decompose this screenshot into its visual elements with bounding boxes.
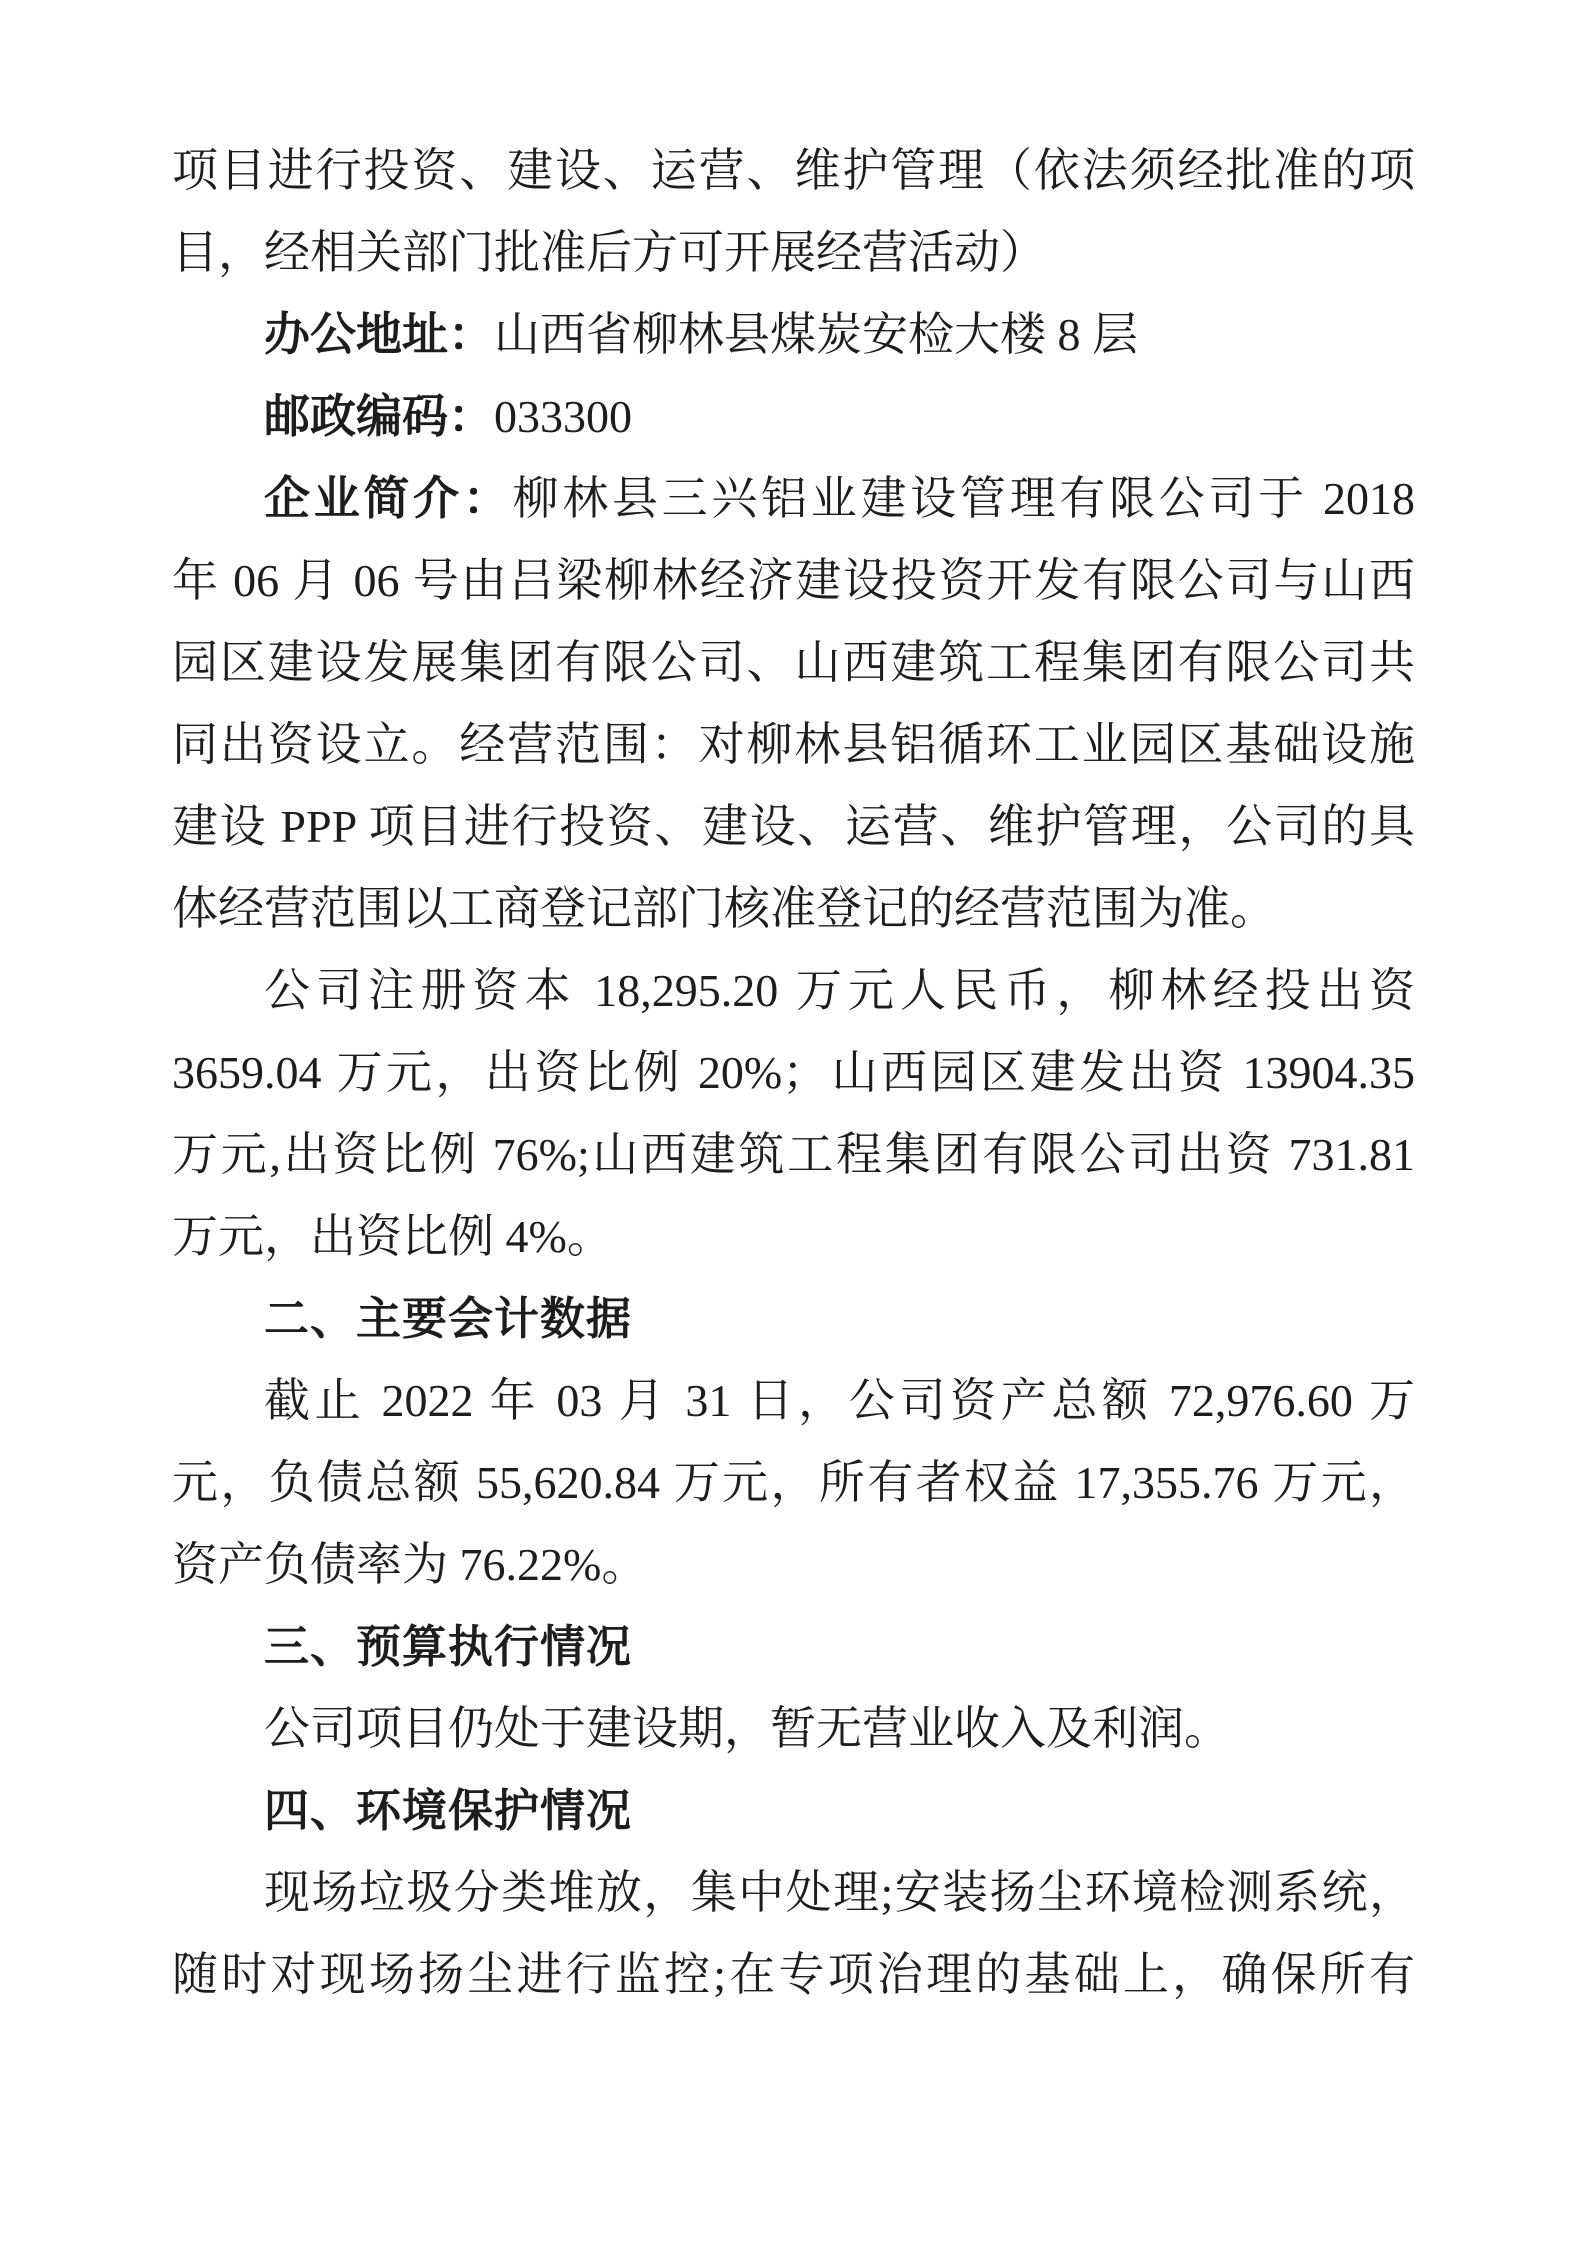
document-line: 万元,出资比例 76%;山西建筑工程集团有限公司出资 731.81: [172, 1129, 1415, 1180]
document-line: 资产负债率为 76.22%。: [172, 1539, 648, 1590]
document-line: 公司项目仍处于建设期，暂无营业收入及利润。: [264, 1703, 1230, 1754]
document-line: [172, 294, 1415, 376]
field-value: 033300: [494, 391, 632, 442]
document-line: 目，经相关部门批准后方可开展经营活动）: [172, 227, 1046, 278]
document-line: 现场垃圾分类堆放，集中处理;安装扬尘环境检测系统，: [264, 1867, 1415, 1918]
document-line: 年 06 月 06 号由吕梁柳林经济建设投资开发有限公司与山西: [172, 555, 1415, 606]
document-line: 建设 PPP 项目进行投资、建设、运营、维护管理，公司的具: [172, 801, 1415, 852]
document-line: 截止 2022 年 03 月 31 日，公司资产总额 72,976.60 万: [264, 1375, 1415, 1426]
section-heading: 三、预算执行情况: [264, 1621, 633, 1672]
field-value: 山西省柳林县煤炭安检大楼 8 层: [494, 309, 1138, 360]
document-line: 园区建设发展集团有限公司、山西建筑工程集团有限公司共: [172, 637, 1415, 688]
field-label: 企业简介：: [264, 473, 513, 524]
section-heading: 二、主要会计数据: [264, 1293, 633, 1344]
document-line: 项目进行投资、建设、运营、维护管理（依法须经批准的项: [172, 145, 1415, 196]
document-line: 体经营范围以工商登记部门核准登记的经营范围为准。: [172, 883, 1276, 934]
document-line: [172, 376, 1415, 458]
field-label: 邮政编码：: [264, 391, 494, 442]
document-line: 3659.04 万元，出资比例 20%；山西园区建发出资 13904.35: [172, 1047, 1415, 1098]
document-line: 同出资设立。经营范围：对柳林县铝循环工业园区基础设施: [172, 719, 1415, 770]
field-label: 办公地址：: [264, 309, 494, 360]
document-line: 公司注册资本 18,295.20 万元人民币，柳林经投出资: [264, 965, 1415, 1016]
document-line: 万元，出资比例 4%。: [172, 1211, 613, 1262]
document-line: 随时对现场扬尘进行监控;在专项治理的基础上，确保所有: [172, 1949, 1415, 2000]
field-value: 柳林县三兴铝业建设管理有限公司于 2018: [512, 473, 1416, 524]
document-line: 元，负债总额 55,620.84 万元，所有者权益 17,355.76 万元，: [172, 1457, 1415, 1508]
document-line: [172, 458, 1415, 540]
section-heading: 四、环境保护情况: [264, 1785, 633, 1836]
